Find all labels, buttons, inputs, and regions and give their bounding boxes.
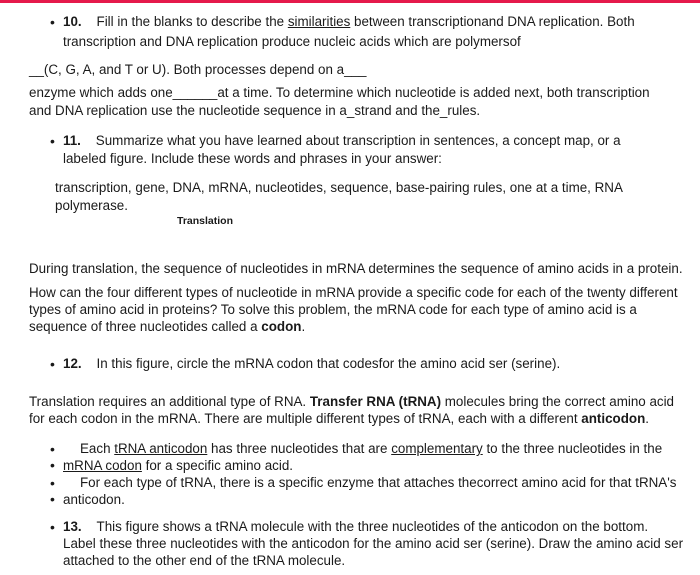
question-number: 13. xyxy=(63,519,82,534)
question-number: 11. xyxy=(63,133,81,148)
bullet: • xyxy=(50,14,55,30)
anticodon-term: anticodon xyxy=(581,411,646,426)
paragraph-line: types of amino acid in proteins? To solve this problem, the mRNA code for each type of amino acid is a xyxy=(29,302,637,317)
similarities-term: similarities xyxy=(287,14,351,29)
trna-term: Transfer RNA (tRNA) xyxy=(309,394,442,409)
trna-anticodon-term: tRNA anticodon xyxy=(114,441,208,456)
paragraph-line: sequence of three nucleotides called a codon. xyxy=(29,319,306,334)
question-number: 10. xyxy=(63,14,82,29)
paragraph-translation-intro: During translation, the sequence of nucleotides in mRNA determines the sequence of amino acids in a protein. xyxy=(29,261,683,276)
paragraph-line: How can the four different types of nucleotide in mRNA provide a specific code for each of the twenty different xyxy=(29,285,678,300)
question-number: 12. xyxy=(63,356,82,371)
question-12-line-1: 12. In this figure, circle the mRNA codon that codesfor the amino acid ser (serine). xyxy=(63,356,561,371)
paragraph-line: Translation requires an additional type of RNA. Transfer RNA (tRNA) molecules bring the correct amino acid xyxy=(29,394,675,409)
section-heading-translation: Translation xyxy=(177,215,234,227)
list-item-continuation: anticodon. xyxy=(63,492,125,507)
complementary-term: complementary xyxy=(391,441,483,456)
word-list-line-1: transcription, gene, DNA, mRNA, nucleotides, sequence, base-pairing rules, one at a time, RNA xyxy=(55,180,623,195)
list-item: Each tRNA anticodon has three nucleotides that are complementary to the three nucleotides in the xyxy=(80,441,663,456)
top-accent-bar xyxy=(0,0,700,3)
mrna-codon-term: mRNA codon xyxy=(63,458,142,473)
question-10-line-5: and DNA replication use the nucleotide sequence in a_strand and the_rules. xyxy=(29,103,481,118)
question-10-line-2: transcription and DNA replication produce nucleic acids which are polymersof xyxy=(63,34,521,49)
question-10-line-4: enzyme which adds one______at a time. To determine which nucleotide is added next, both transcription xyxy=(29,85,650,100)
question-13-line-2: Label these three nucleotides with the anticodon for the amino acid ser (serine). Draw the amino acid ser xyxy=(63,536,684,551)
question-13-line-1: 13. This figure shows a tRNA molecule with the three nucleotides of the anticodon on the bottom. xyxy=(63,519,649,534)
question-11-line-2: labeled figure. Include these words and phrases in your answer: xyxy=(63,151,442,166)
bullet: • xyxy=(50,133,55,149)
word-list-line-2: polymerase. xyxy=(55,198,128,213)
bullet: • • xyxy=(50,441,55,473)
question-13-line-3: attached to the other end of the tRNA molecule. xyxy=(63,553,346,568)
bullet: • • xyxy=(50,475,55,507)
question-10-line-1: 10. Fill in the blanks to describe the similarities between transcriptionand DNA replication. Both xyxy=(63,14,635,29)
list-item: For each type of tRNA, there is a specific enzyme that attaches thecorrect amino acid for that tRNA's xyxy=(80,475,677,490)
question-10-line-3: __(C, G, A, and T or U). Both processes depend on a___ xyxy=(29,62,367,77)
question-11-line-1: 11. Summarize what you have learned about transcription in sentences, a concept map, or a xyxy=(63,133,621,148)
bullet: • xyxy=(50,519,55,535)
paragraph-line: for each codon in the mRNA. There are multiple different types of tRNA, each with a different anticodon. xyxy=(29,411,649,426)
codon-term: codon xyxy=(261,319,302,334)
bullet: • xyxy=(50,356,55,372)
list-item-continuation: mRNA codon for a specific amino acid. xyxy=(63,458,293,473)
